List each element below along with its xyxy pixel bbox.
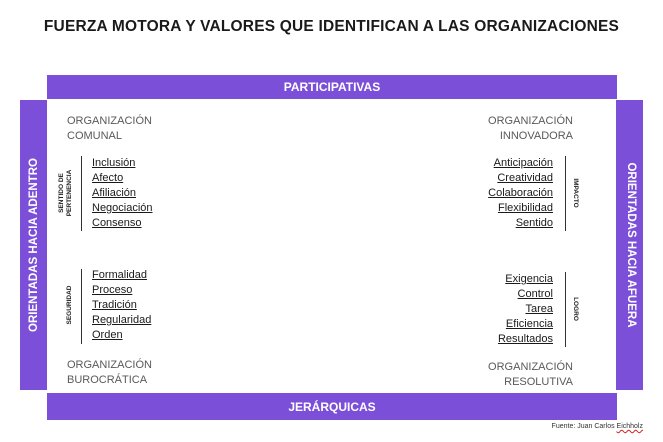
axis-top-label: PARTICIPATIVAS bbox=[283, 80, 381, 94]
value-item: Consenso bbox=[92, 217, 142, 229]
value-item: Orden bbox=[92, 329, 123, 341]
side-label-seguridad: SEGURIDAD bbox=[66, 285, 73, 325]
org-comunal-line1: ORGANIZACIÓN bbox=[67, 115, 152, 127]
org-burocratica-line1: ORGANIZACIÓN bbox=[67, 359, 152, 371]
org-innovadora-line1: ORGANIZACIÓN bbox=[488, 115, 573, 127]
org-comunal-label bbox=[67, 114, 152, 144]
value-item: Proceso bbox=[92, 284, 133, 296]
axis-bottom-bar bbox=[47, 393, 617, 420]
values-list-innovadora bbox=[488, 156, 553, 231]
values-list-burocratica bbox=[92, 268, 151, 343]
org-resolutiva-label bbox=[488, 360, 573, 390]
side-label-impacto: IMPACTO bbox=[572, 178, 579, 208]
side-label-pertenencia bbox=[58, 170, 74, 217]
axis-left-label: ORIENTADAS HACIA ADENTRO bbox=[28, 158, 40, 332]
value-item: Regularidad bbox=[92, 314, 152, 326]
value-item: Inclusión bbox=[92, 157, 136, 169]
value-item: Resultados bbox=[497, 333, 553, 345]
axis-right-label: ORIENTADAS HACIA AFUERA bbox=[625, 162, 637, 328]
value-item: Sentido bbox=[515, 217, 553, 229]
value-item: Formalidad bbox=[92, 269, 148, 281]
value-item: Eficiencia bbox=[505, 318, 553, 330]
value-item: Tradición bbox=[92, 299, 137, 311]
value-item: Tarea bbox=[525, 303, 553, 315]
value-item: Flexibilidad bbox=[497, 202, 553, 214]
side-label-logro: LOGRO bbox=[572, 297, 579, 321]
value-item: Afecto bbox=[92, 172, 124, 184]
side-label-pertenencia-line1: SENTIDO DE bbox=[58, 173, 65, 213]
org-innovadora-label bbox=[488, 114, 573, 144]
value-item: Control bbox=[517, 288, 553, 300]
org-burocratica-label bbox=[67, 358, 152, 388]
bracket-line-innovadora bbox=[565, 156, 566, 231]
bracket-line-burocratica bbox=[81, 269, 82, 344]
org-innovadora-line2: INNOVADORA bbox=[499, 130, 573, 142]
value-item: Negociación bbox=[92, 202, 153, 214]
org-resolutiva-line1: ORGANIZACIÓN bbox=[488, 361, 573, 373]
values-list-resolutiva bbox=[498, 272, 553, 347]
source-author: Eichholz bbox=[616, 423, 643, 430]
value-item: Colaboración bbox=[488, 187, 553, 199]
bracket-line-resolutiva bbox=[565, 272, 566, 347]
value-item: Creatividad bbox=[497, 172, 553, 184]
org-burocratica-line2: BUROCRÁTICA bbox=[67, 374, 148, 386]
org-comunal-line2: COMUNAL bbox=[67, 130, 123, 142]
axis-top-bar bbox=[47, 75, 617, 99]
side-label-pertenencia-line2: PERTENENCIA bbox=[66, 169, 73, 217]
axis-bottom-label: JERÁRQUICAS bbox=[288, 399, 376, 414]
source-prefix: Fuente: Juan Carlos bbox=[551, 423, 617, 430]
values-list-comunal bbox=[92, 156, 153, 231]
org-resolutiva-line2: RESOLUTIVA bbox=[504, 376, 573, 388]
diagram-title: FUERZA MOTORA Y VALORES QUE IDENTIFICAN A LAS ORGANIZACIONES bbox=[43, 18, 620, 35]
bracket-line-comunal bbox=[81, 156, 82, 231]
value-item: Afiliación bbox=[92, 187, 137, 199]
source-note bbox=[552, 423, 643, 430]
value-item: Exigencia bbox=[505, 273, 553, 285]
value-item: Anticipación bbox=[493, 157, 553, 169]
